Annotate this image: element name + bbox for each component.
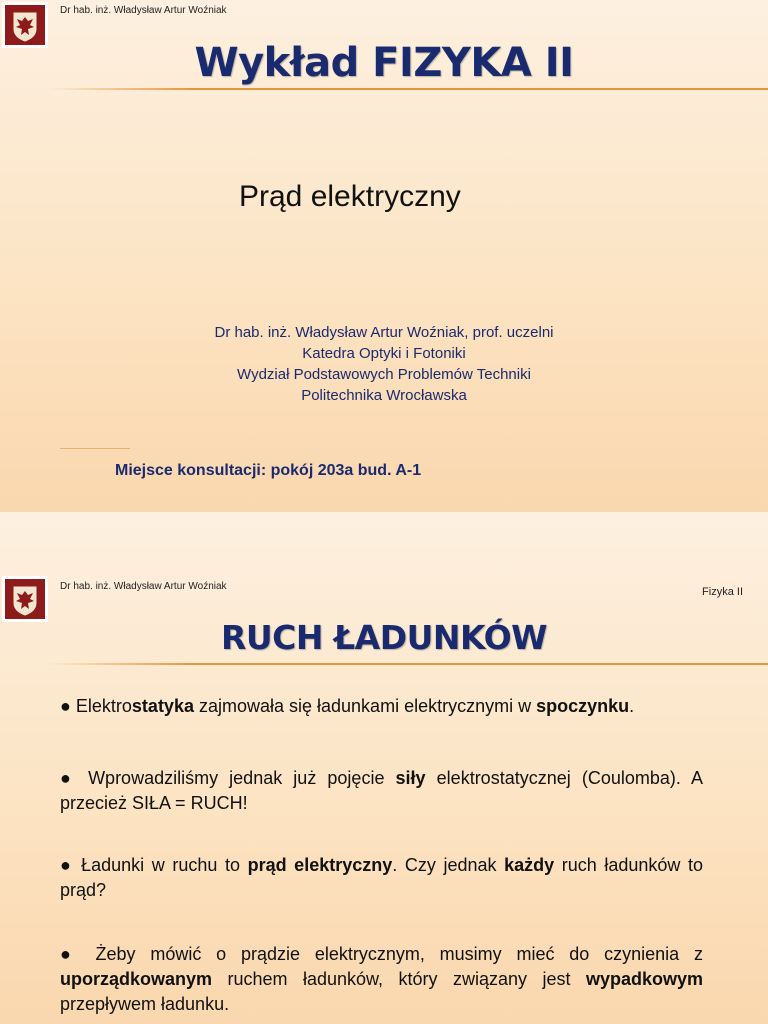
affiliation-line: Dr hab. inż. Władysław Artur Woźniak, prof. uczelni (214, 324, 554, 341)
bullet-paragraph (60, 942, 703, 1017)
text-run: Elektro (75, 696, 132, 716)
divider (60, 448, 130, 449)
bullet-icon: ● (60, 768, 77, 788)
bold-text: wypadkowym (585, 969, 703, 989)
slide-title: RUCH ŁADUNKÓW (220, 618, 548, 657)
course-name: Fizyka II (702, 586, 743, 598)
lecture-title: Wykład FIZYKA II (194, 40, 574, 86)
bullet-icon: ● (60, 944, 81, 964)
bold-text: spoczynku (536, 696, 630, 716)
bold-text: każdy (504, 855, 555, 875)
text-run: Ładunki w ruchu to (81, 855, 248, 875)
author-header: Dr hab. inż. Władysław Artur Woźniak (60, 5, 227, 16)
author-affiliation (0, 322, 768, 406)
bold-text: prąd elektryczny (247, 855, 393, 875)
text-run: elektrostatycznej (Coulomba). A przecież SIŁA = RUCH! (60, 768, 703, 813)
text-run: przepływem ładunku. (60, 994, 230, 1014)
title-underline (48, 663, 768, 665)
content-slide (0, 512, 768, 1024)
bullet-paragraph (60, 853, 703, 903)
eagle-logo-icon (5, 579, 45, 619)
university-logo (2, 576, 48, 622)
text-run: zajmowała się ładunkami elektrycznymi w (193, 696, 537, 716)
text-run: Wprowadziliśmy jednak już pojęcie (88, 768, 396, 788)
eagle-logo-icon (5, 5, 45, 45)
title-underline (48, 88, 768, 90)
bullet-icon: ● (60, 855, 74, 875)
bold-text: uporządkowanym (60, 969, 213, 989)
text-run: . Czy jednak (392, 855, 505, 875)
author-header: Dr hab. inż. Władysław Artur Woźniak (60, 581, 227, 592)
text-run: . (629, 696, 635, 716)
affiliation-line: Wydział Podstawowych Problemów Techniki (237, 366, 531, 383)
affiliation-line: Politechnika Wrocławska (301, 387, 467, 404)
text-run: ruch ładunków to prąd? (60, 855, 703, 900)
text-run: ruchem ładunków, który związany jest (212, 969, 586, 989)
bullet-paragraph (60, 694, 703, 719)
lecture-subtitle: Prąd elektryczny (239, 180, 461, 213)
consultation-info: Miejsce konsultacji: pokój 203a bud. A-1 (115, 462, 422, 479)
bold-text: statyka (131, 696, 194, 716)
bold-text: siły (395, 768, 426, 788)
bullet-paragraph (60, 766, 703, 816)
affiliation-line: Katedra Optyki i Fotoniki (302, 345, 466, 362)
text-run: Żeby mówić o prądzie elektrycznym, musimy mieć do czynienia z (95, 944, 703, 964)
bullet-icon: ● (60, 696, 71, 716)
